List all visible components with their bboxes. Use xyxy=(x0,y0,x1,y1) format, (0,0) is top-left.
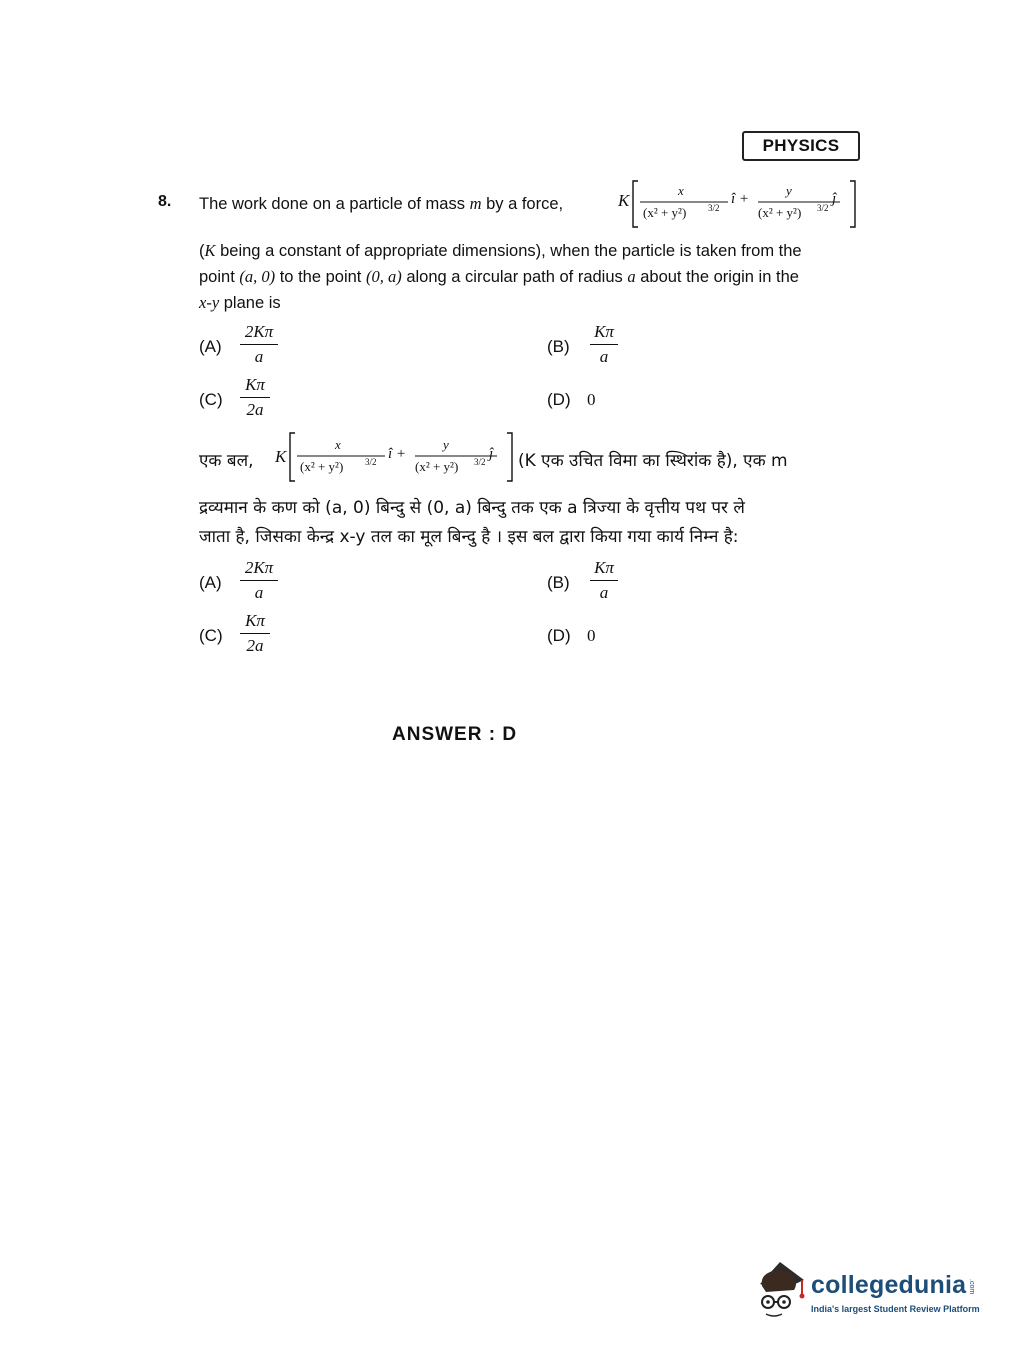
option-a-fraction: 2Kπ a xyxy=(240,322,278,367)
question-number: 8. xyxy=(158,193,172,210)
answer-text: ANSWER : D xyxy=(392,724,518,745)
hindi-option-b-label: (B) xyxy=(547,573,570,592)
hindi-option-a-fraction: 2Kπ a xyxy=(240,558,278,603)
hindi-option-d-value: 0 xyxy=(587,626,596,645)
brand-com: .com xyxy=(968,1279,975,1295)
hindi-line-1-lead: एक बल, xyxy=(199,451,254,471)
force-expression: K x (x² + y²) 3/2 î + y (x² + y²) 3/2 ĵ xyxy=(618,178,858,230)
option-d-label: (D) xyxy=(547,390,571,409)
hindi-option-d-label: (D) xyxy=(547,626,571,645)
brand-tagline: India's largest Student Review Platform xyxy=(811,1304,980,1314)
hindi-option-a-label: (A) xyxy=(199,573,222,592)
option-b-fraction: Kπ a xyxy=(590,322,618,367)
mascot-logo-icon xyxy=(752,1256,810,1322)
question-line-1: The work done on a particle of mass m by a force, xyxy=(199,194,564,213)
option-b-label: (B) xyxy=(547,337,570,356)
option-d-value: 0 xyxy=(587,390,596,409)
question-line-2: (K being a constant of appropriate dimensions), when the particle is taken from the xyxy=(199,241,802,260)
hindi-line-3: जाता है, जिसका केन्द्र x-y तल का मूल बिन्दु है । इस बल द्वारा किया गया कार्य निम्न है: xyxy=(199,527,739,547)
question-line-3: point (a, 0) to the point (0, a) along a circular path of radius a about the origin in the xyxy=(199,267,799,286)
hindi-line-1-tail: (K एक उचित विमा का स्थिरांक है), एक m xyxy=(518,451,788,471)
hindi-option-b-fraction: Kπ a xyxy=(590,558,618,603)
hindi-option-c-label: (C) xyxy=(199,626,223,645)
hindi-line-2: द्रव्यमान के कण को (a, 0) बिन्दु से (0, a) बिन्दु तक एक a त्रिज्या के वृत्तीय पथ पर ले xyxy=(199,498,745,518)
option-a-label: (A) xyxy=(199,337,222,356)
subject-badge: PHYSICS xyxy=(742,131,860,161)
option-c-fraction: Kπ 2a xyxy=(240,375,270,420)
option-c-label: (C) xyxy=(199,390,223,409)
question-line-4: x-y plane is xyxy=(199,293,281,312)
hindi-option-c-fraction: Kπ 2a xyxy=(240,611,270,656)
force-expression-hindi: K x (x² + y²) 3/2 î + y (x² + y²) 3/2 ĵ xyxy=(275,430,515,484)
brand-name: collegedunia xyxy=(811,1271,967,1299)
